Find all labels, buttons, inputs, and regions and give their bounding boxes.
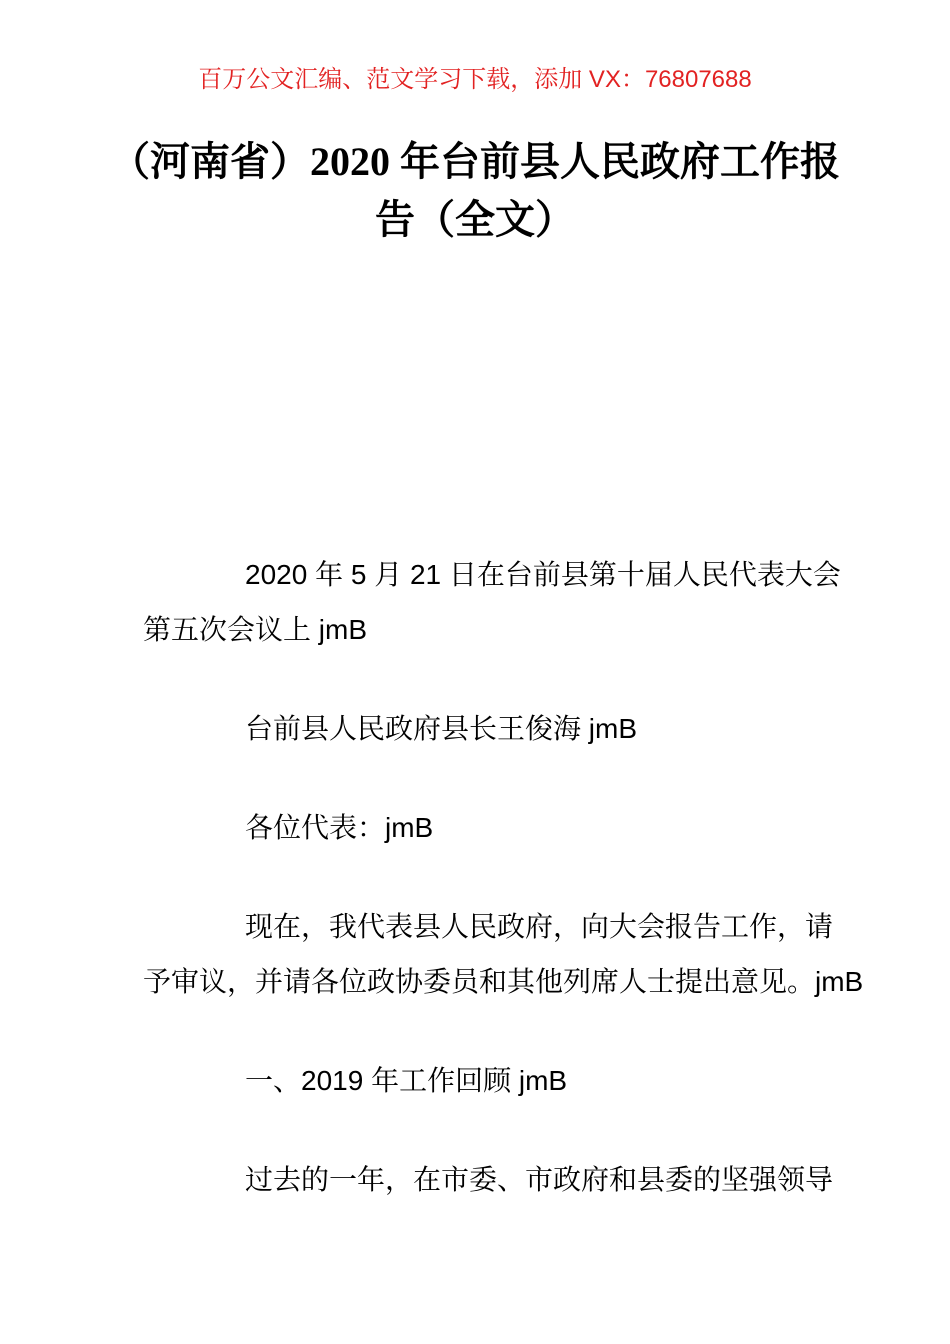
title-line-2: 告（全文）: [375, 197, 575, 242]
paragraph: [143, 899, 864, 1009]
paragraph: [143, 1152, 834, 1207]
paragraph-line: 2020 年 5 月 21 日在台前县第十届人民代表大会: [245, 559, 841, 590]
paragraph-line: 现在，我代表县人民政府，向大会报告工作，请: [245, 911, 834, 942]
paragraph-line: 台前县人民政府县长王俊海 jmB: [245, 713, 638, 744]
paragraph-line: 予审议，并请各位政协委员和其他列席人士提出意见。jmB: [143, 966, 864, 997]
document-body: [143, 547, 864, 1251]
paragraph-line: 各位代表：jmB: [245, 812, 434, 843]
paragraph: [143, 701, 807, 756]
promo-banner: 百万公文汇编、范文学习下载，添加 VX：76807688: [198, 66, 752, 93]
paragraph: [143, 547, 841, 657]
title-line-1: （河南省）2020 年台前县人民政府工作报: [110, 139, 840, 184]
paragraph-line: 一、2019 年工作回顾 jmB: [245, 1065, 568, 1096]
paragraph-line: 过去的一年，在市委、市政府和县委的坚强领导: [245, 1164, 834, 1195]
document-title: [0, 133, 950, 249]
paragraph: [143, 1053, 807, 1108]
paragraph: [143, 800, 807, 855]
paragraph-line: 第五次会议上 jmB: [143, 614, 368, 645]
